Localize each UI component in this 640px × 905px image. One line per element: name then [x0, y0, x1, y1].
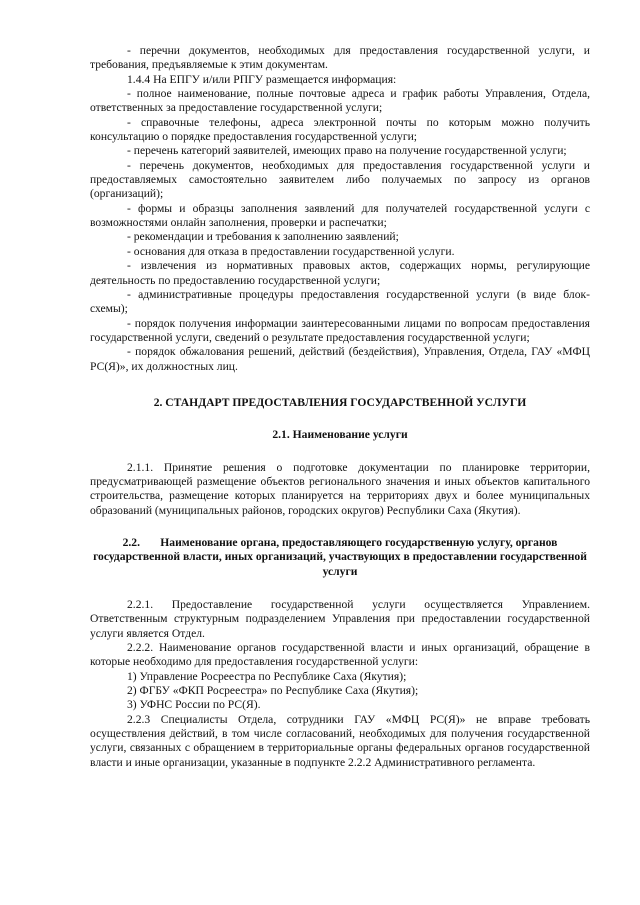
paragraph-2-2-3: 2.2.3 Специалисты Отдела, сотрудники ГАУ «МФЦ РС(Я)» не вправе требовать осуществления действий, в том числе согласований, необходимых для получения государственной услуги, связанных с обращением в территориальные органы федеральных органов государственной власти и иные организации, указанные в подпункте 2.2.2 Административного регламента. — [90, 712, 590, 769]
paragraph-recommendations: - рекомендации и требования к заполнению заявлений; — [127, 230, 399, 244]
paragraph-1-4-4: 1.4.4 На ЕПГУ и/или РПГУ размещается информация: — [127, 72, 397, 86]
paragraph-legal-extracts: - извлечения из нормативных правовых актов, содержащих нормы, регулирующие деятельность по предоставлению государственной услуги; — [90, 259, 590, 287]
paragraph-document-lists: - перечни документов, необходимых для предоставления государственной услуги, и требования, предъявляемые к этим документам. — [90, 44, 590, 72]
paragraph-appeal-order: - порядок обжалования решений, действий (бездействия), Управления, Отдела, ГАУ «МФЦ РС(Я)», их должностных лиц. — [90, 345, 590, 373]
subsection-heading-2-1: 2.1. Наименование услуги — [272, 428, 408, 442]
paragraph-info-order: - порядок получения информации заинтересованными лицами по вопросам предоставления государственной услуги, сведений о результате предоставления государственной услуги; — [90, 316, 590, 344]
subsection-title: Наименование органа, предоставляющего государственную услугу, органов государственной власти, иных организаций, участвующих в предоставлении государственной услуги — [93, 535, 587, 578]
list-item-ufns: 3) УФНС России по РС(Я). — [127, 698, 261, 712]
paragraph-2-2-1: 2.2.1. Предоставление государственной услуги осуществляется Управлением. Ответственным структурным подразделением Управления при предоставлении государственной услуги является Отдел. — [90, 598, 590, 640]
paragraph-refusal-grounds: - основания для отказа в предоставлении государственной услуги. — [127, 244, 455, 258]
list-item-fkp: 2) ФГБУ «ФКП Росреестра» по Республике Саха (Якутия); — [127, 684, 419, 698]
subsection-number: 2.2. — [122, 535, 140, 549]
paragraph-2-1-1: 2.1.1. Принятие решения о подготовке документации по планировке территории, предусматривающей размещение объектов регионального значения и иных объектов капитального строительства, размещение которых планируется на территориях двух и более муниципальных образований (муниципальных районов, городских округов) Республики Саха (Якутия). — [90, 460, 590, 517]
paragraph-full-name: - полное наименование, полные почтовые адреса и график работы Управления, Отдела, ответственных за предоставление государственной услуги; — [90, 87, 590, 115]
paragraph-documents-list: - перечень документов, необходимых для предоставления государственной услуги и предоставляемых самостоятельно заявителем либо получаемых по запросу из органов (организаций); — [90, 158, 590, 201]
list-item-rosreestr: 1) Управление Росреестра по Республике Саха (Якутия); — [127, 669, 407, 683]
section-heading-2: 2. СТАНДАРТ ПРЕДОСТАВЛЕНИЯ ГОСУДАРСТВЕННОЙ УСЛУГИ — [153, 395, 527, 409]
subsection-heading-2-2 — [90, 536, 590, 579]
paragraph-applicant-categories: - перечень категорий заявителей, имеющих право на получение государственной услуги; — [127, 144, 567, 158]
paragraph-phones: - справочные телефоны, адреса электронной почты по которым можно получить консультацию о порядке предоставления государственной услуги; — [90, 115, 590, 144]
paragraph-admin-procedures: - административные процедуры предоставления государственной услуги (в виде блок-схемы); — [90, 287, 590, 316]
paragraph-forms: - формы и образцы заполнения заявлений для получателей государственной услуги с возможностями онлайн заполнения, проверки и распечатки; — [90, 201, 590, 230]
paragraph-2-2-2: 2.2.2. Наименование органов государственной власти и иных организаций, обращение в которые необходимо для предоставления государственной услуги: — [90, 641, 590, 669]
